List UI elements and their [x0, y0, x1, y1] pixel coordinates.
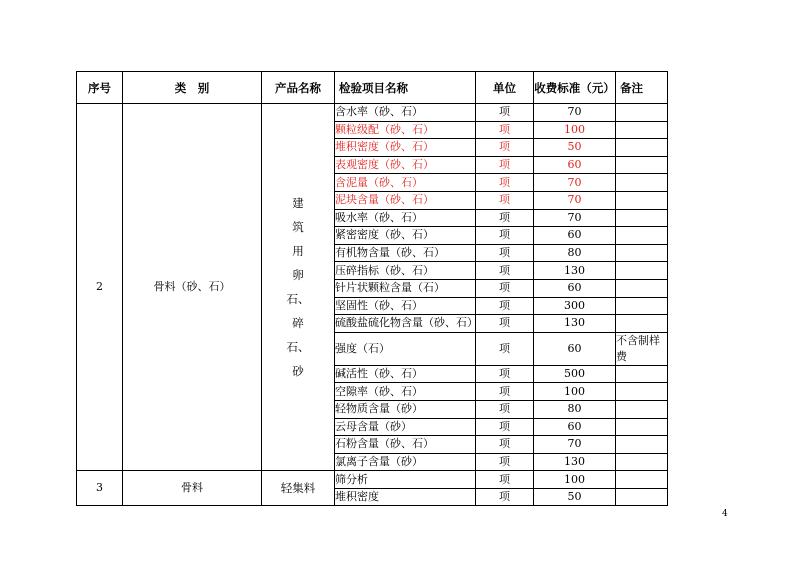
fee-cell: 70 — [534, 436, 616, 454]
unit-cell: 项 — [476, 156, 534, 174]
item-name: 含泥量（砂、石） — [335, 174, 476, 192]
note-cell — [616, 262, 668, 280]
item-name: 堆积密度（砂、石） — [335, 139, 476, 157]
header-note: 备注 — [616, 72, 668, 104]
unit-cell: 项 — [476, 400, 534, 418]
unit-cell: 项 — [476, 315, 534, 333]
unit-cell: 项 — [476, 227, 534, 245]
product-name — [262, 476, 334, 500]
product-name-char: 砂 — [292, 364, 304, 379]
unit-cell: 项 — [476, 332, 534, 365]
fee-cell: 50 — [534, 139, 616, 157]
item-name: 针片状颗粒含量（石） — [335, 279, 476, 297]
note-cell: 不含制样费 — [616, 332, 668, 365]
fee-cell: 50 — [534, 488, 616, 506]
table-row — [77, 104, 668, 122]
product-name-char: 石、 — [286, 340, 310, 355]
product-name-char: 筑 — [292, 220, 304, 235]
header-product: 产品名称 — [262, 72, 335, 104]
unit-cell: 项 — [476, 209, 534, 227]
group-category: 骨料（砂、石） — [123, 104, 262, 471]
header-unit: 单位 — [476, 72, 534, 104]
group-seq: 3 — [77, 471, 123, 506]
item-name: 碱活性（砂、石） — [335, 365, 476, 383]
header-category: 类 别 — [123, 72, 262, 104]
product-name — [262, 191, 334, 383]
unit-cell: 项 — [476, 262, 534, 280]
note-cell — [616, 400, 668, 418]
item-name: 紧密密度（砂、石） — [335, 227, 476, 245]
item-name: 坚固性（砂、石） — [335, 297, 476, 315]
note-cell — [616, 174, 668, 192]
product-name-char: 石、 — [286, 292, 310, 307]
unit-cell: 项 — [476, 104, 534, 122]
unit-cell: 项 — [476, 297, 534, 315]
note-cell — [616, 488, 668, 506]
fee-cell: 60 — [534, 156, 616, 174]
item-name: 有机物含量（砂、石） — [335, 244, 476, 262]
item-name: 轻物质含量（砂） — [335, 400, 476, 418]
fee-cell: 70 — [534, 191, 616, 209]
note-cell — [616, 244, 668, 262]
table-row — [77, 471, 668, 489]
unit-cell: 项 — [476, 418, 534, 436]
product-name-char: 卵 — [292, 268, 304, 283]
fee-cell: 80 — [534, 400, 616, 418]
fee-cell: 100 — [534, 121, 616, 139]
fee-cell: 500 — [534, 365, 616, 383]
table-body — [77, 104, 668, 506]
fee-cell: 60 — [534, 418, 616, 436]
note-cell — [616, 104, 668, 122]
fee-cell: 130 — [534, 453, 616, 471]
unit-cell: 项 — [476, 121, 534, 139]
note-cell — [616, 471, 668, 489]
note-cell — [616, 315, 668, 333]
group-seq: 2 — [77, 104, 123, 471]
header-seq: 序号 — [77, 72, 123, 104]
item-name: 空隙率（砂、石） — [335, 383, 476, 401]
fee-cell: 100 — [534, 471, 616, 489]
fee-table — [76, 71, 668, 506]
fee-cell: 130 — [534, 315, 616, 333]
note-cell — [616, 279, 668, 297]
fee-cell: 130 — [534, 262, 616, 280]
unit-cell: 项 — [476, 488, 534, 506]
fee-cell: 60 — [534, 332, 616, 365]
note-cell — [616, 156, 668, 174]
note-cell — [616, 418, 668, 436]
item-name: 含水率（砂、石） — [335, 104, 476, 122]
unit-cell: 项 — [476, 139, 534, 157]
fee-cell: 70 — [534, 209, 616, 227]
item-name: 堆积密度 — [335, 488, 476, 506]
fee-cell: 300 — [534, 297, 616, 315]
unit-cell: 项 — [476, 453, 534, 471]
unit-cell: 项 — [476, 244, 534, 262]
item-name: 筛分析 — [335, 471, 476, 489]
page-number: 4 — [722, 509, 728, 519]
unit-cell: 项 — [476, 383, 534, 401]
product-name-char: 碎 — [292, 316, 304, 331]
note-cell — [616, 139, 668, 157]
unit-cell: 项 — [476, 191, 534, 209]
product-name-char: 用 — [292, 244, 304, 259]
fee-cell: 60 — [534, 279, 616, 297]
note-cell — [616, 297, 668, 315]
item-name: 表观密度（砂、石） — [335, 156, 476, 174]
group-category: 骨料 — [123, 471, 262, 506]
item-name: 泥块含量（砂、石） — [335, 191, 476, 209]
product-name-char: 建 — [292, 196, 304, 211]
item-name: 压碎指标（砂、石） — [335, 262, 476, 280]
unit-cell: 项 — [476, 436, 534, 454]
item-name: 强度（石） — [335, 332, 476, 365]
note-cell — [616, 191, 668, 209]
note-cell — [616, 453, 668, 471]
note-cell — [616, 227, 668, 245]
item-name: 吸水率（砂、石） — [335, 209, 476, 227]
item-name: 石粉含量（砂、石） — [335, 436, 476, 454]
item-name: 硫酸盐硫化物含量（砂、石） — [335, 315, 476, 333]
note-cell — [616, 209, 668, 227]
fee-cell: 100 — [534, 383, 616, 401]
unit-cell: 项 — [476, 365, 534, 383]
header-row — [77, 72, 668, 104]
group-product — [262, 471, 335, 506]
fee-cell: 60 — [534, 227, 616, 245]
fee-cell: 70 — [534, 174, 616, 192]
product-name-char: 轻集料 — [280, 481, 316, 496]
unit-cell: 项 — [476, 174, 534, 192]
header-item: 检验项目名称 — [335, 72, 476, 104]
item-name: 氯离子含量（砂） — [335, 453, 476, 471]
fee-cell: 70 — [534, 104, 616, 122]
unit-cell: 项 — [476, 279, 534, 297]
note-cell — [616, 383, 668, 401]
header-fee: 收费标准（元） — [534, 72, 616, 104]
item-name: 云母含量（砂） — [335, 418, 476, 436]
group-product — [262, 104, 335, 471]
item-name: 颗粒级配（砂、石） — [335, 121, 476, 139]
unit-cell: 项 — [476, 471, 534, 489]
note-cell — [616, 365, 668, 383]
note-cell — [616, 121, 668, 139]
note-cell — [616, 436, 668, 454]
fee-cell: 80 — [534, 244, 616, 262]
